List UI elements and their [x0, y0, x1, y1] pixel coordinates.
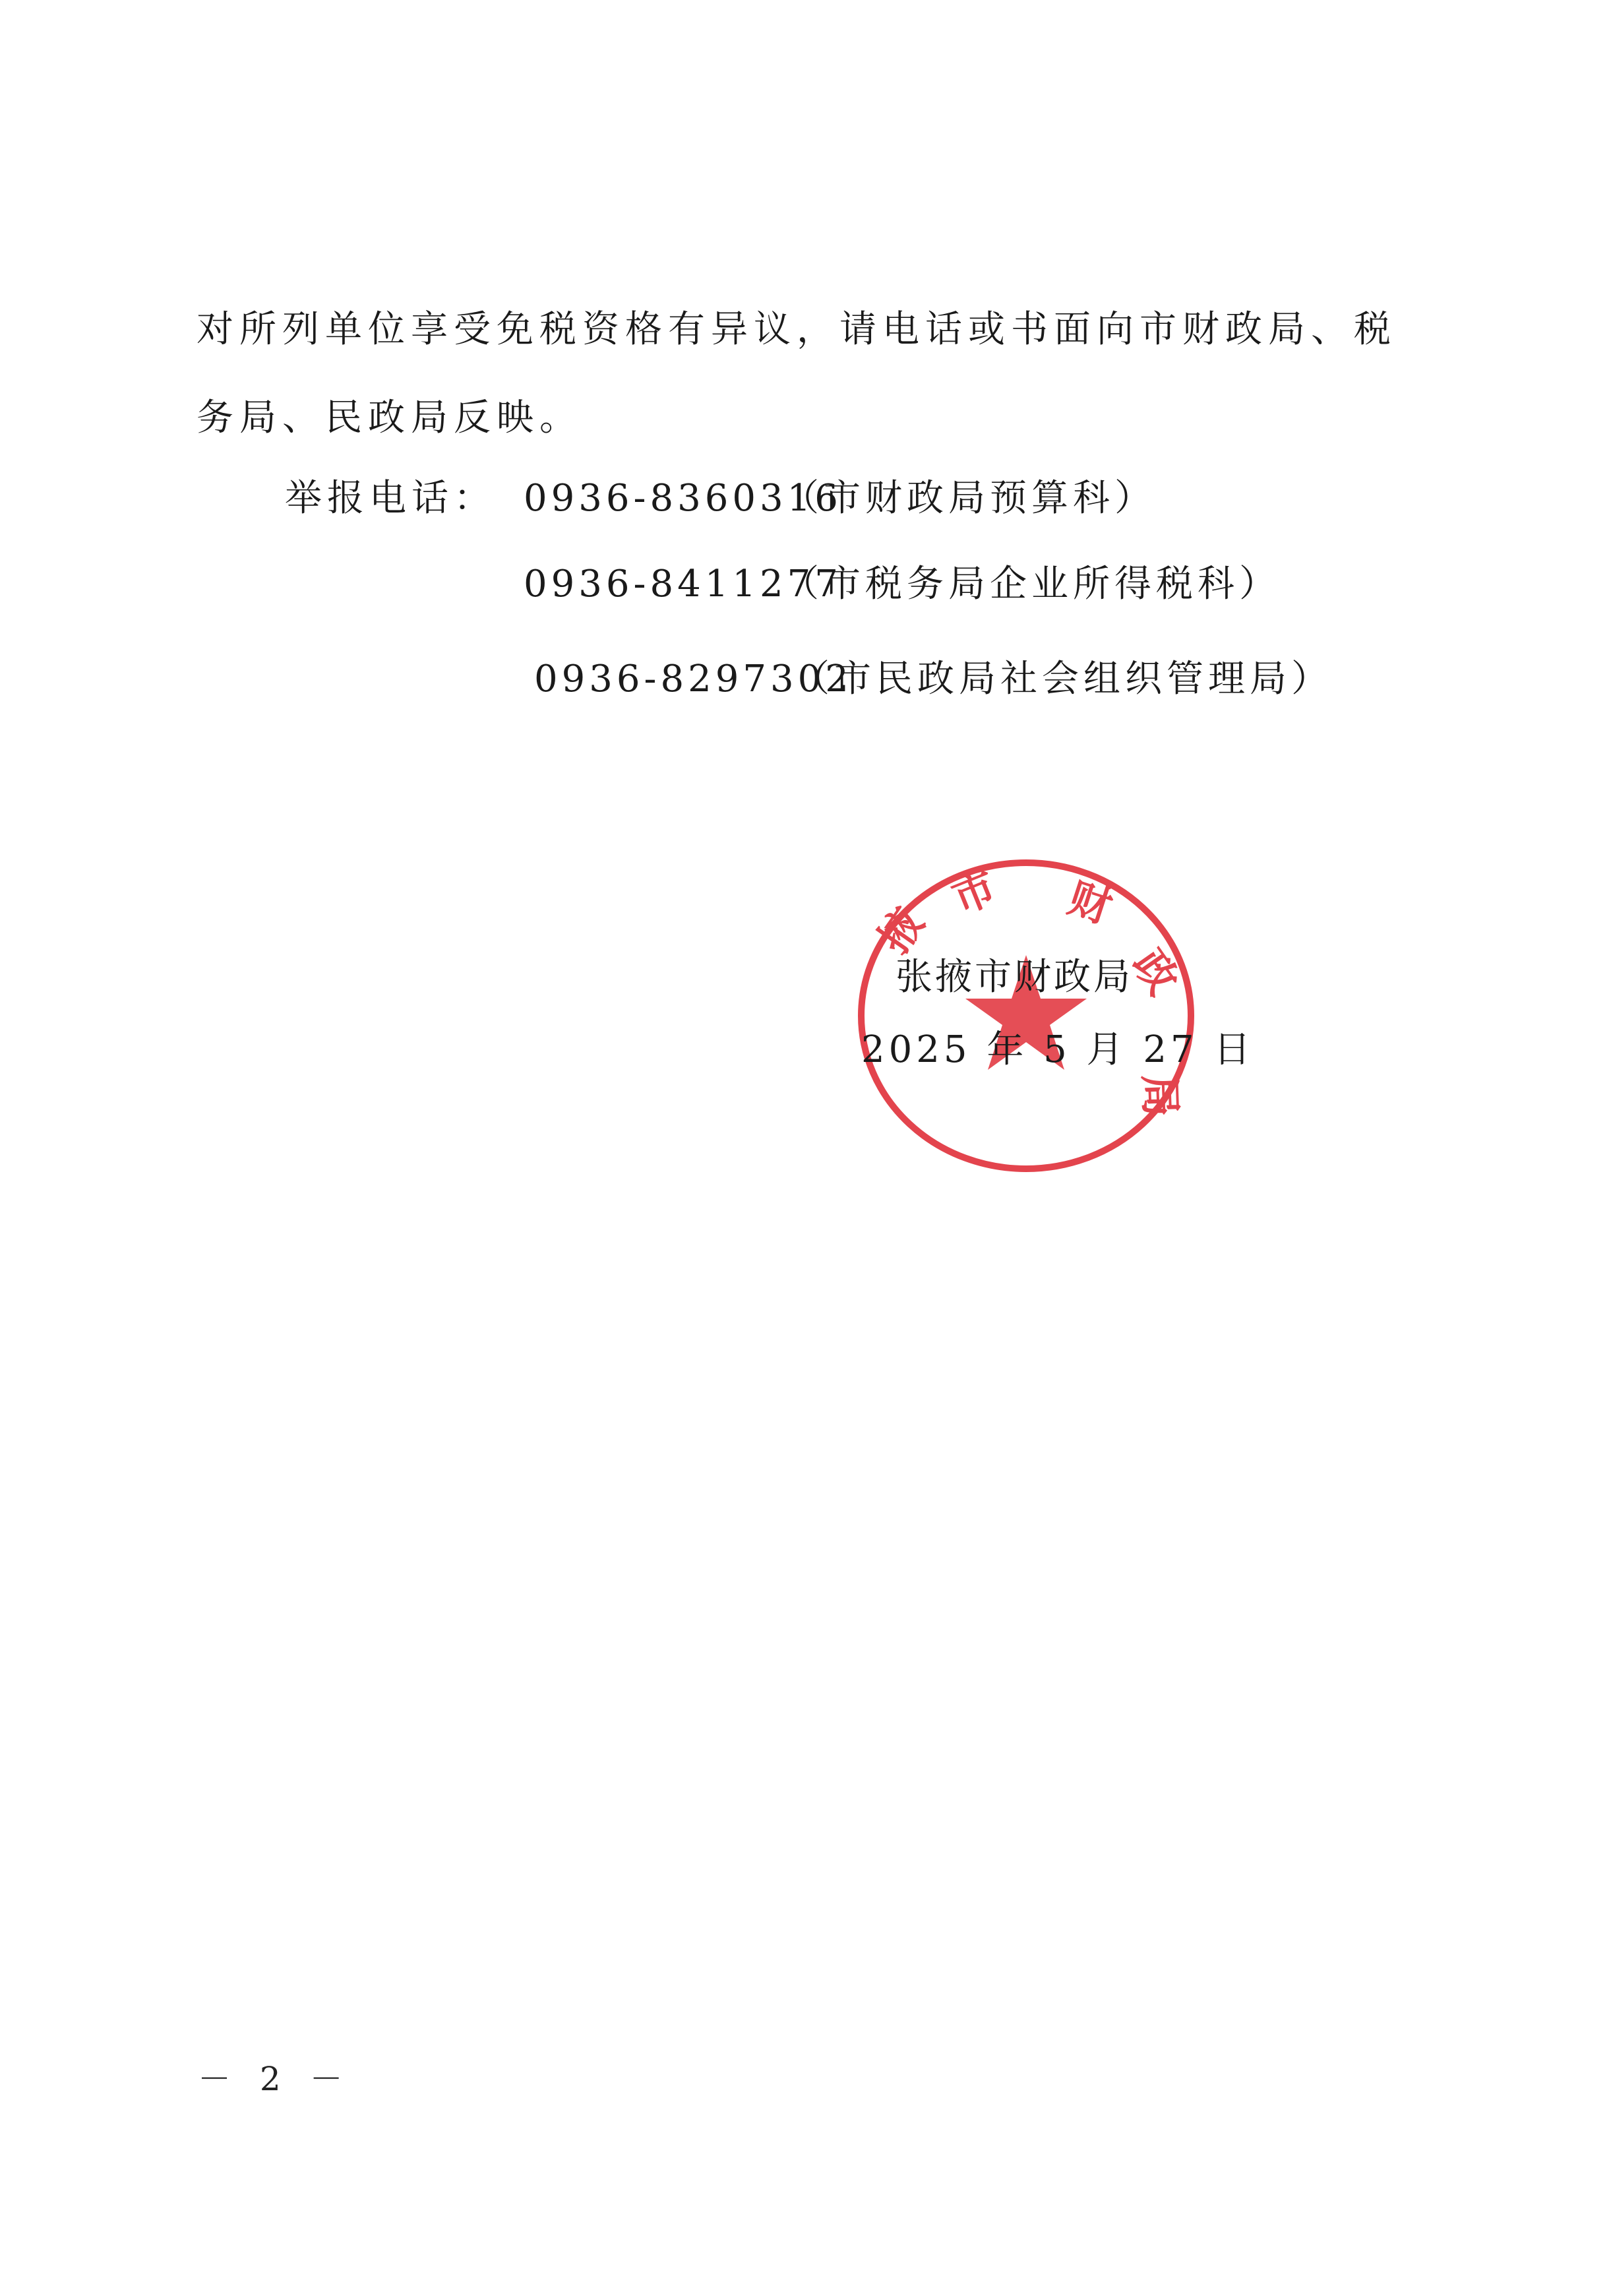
seal-char: 政 [1122, 941, 1188, 1004]
seal-char: 市 [946, 863, 1004, 924]
phone-department: （市税务局企业所得税科） [782, 563, 1281, 605]
report-phone-label: 举报电话： [285, 477, 496, 520]
phone-number: 0936-8411277 [524, 563, 842, 605]
page-number: － 2 － [198, 2060, 352, 2098]
signature-date: 2025 年 5 月 27 日 [861, 1028, 1255, 1071]
phone-department: （市民政局社会组织管理局） [793, 658, 1333, 700]
seal-char: 财 [1062, 873, 1118, 933]
signature-organization: 张掖市财政局 [896, 956, 1133, 999]
body-paragraph-line-1: 对所列单位享受免税资格有异议，请电话或书面向市财政局、税 [197, 308, 1397, 351]
seal-char: 局 [1134, 1073, 1185, 1118]
seal-char: 掖 [869, 900, 934, 963]
body-paragraph-line-2: 务局、民政局反映。 [197, 396, 582, 439]
phone-number: 0936-8297302 [534, 658, 853, 700]
phone-number: 0936-8360316 [524, 477, 842, 520]
phone-department: （市财政局预算科） [782, 477, 1156, 520]
official-seal-icon [855, 857, 1198, 1174]
